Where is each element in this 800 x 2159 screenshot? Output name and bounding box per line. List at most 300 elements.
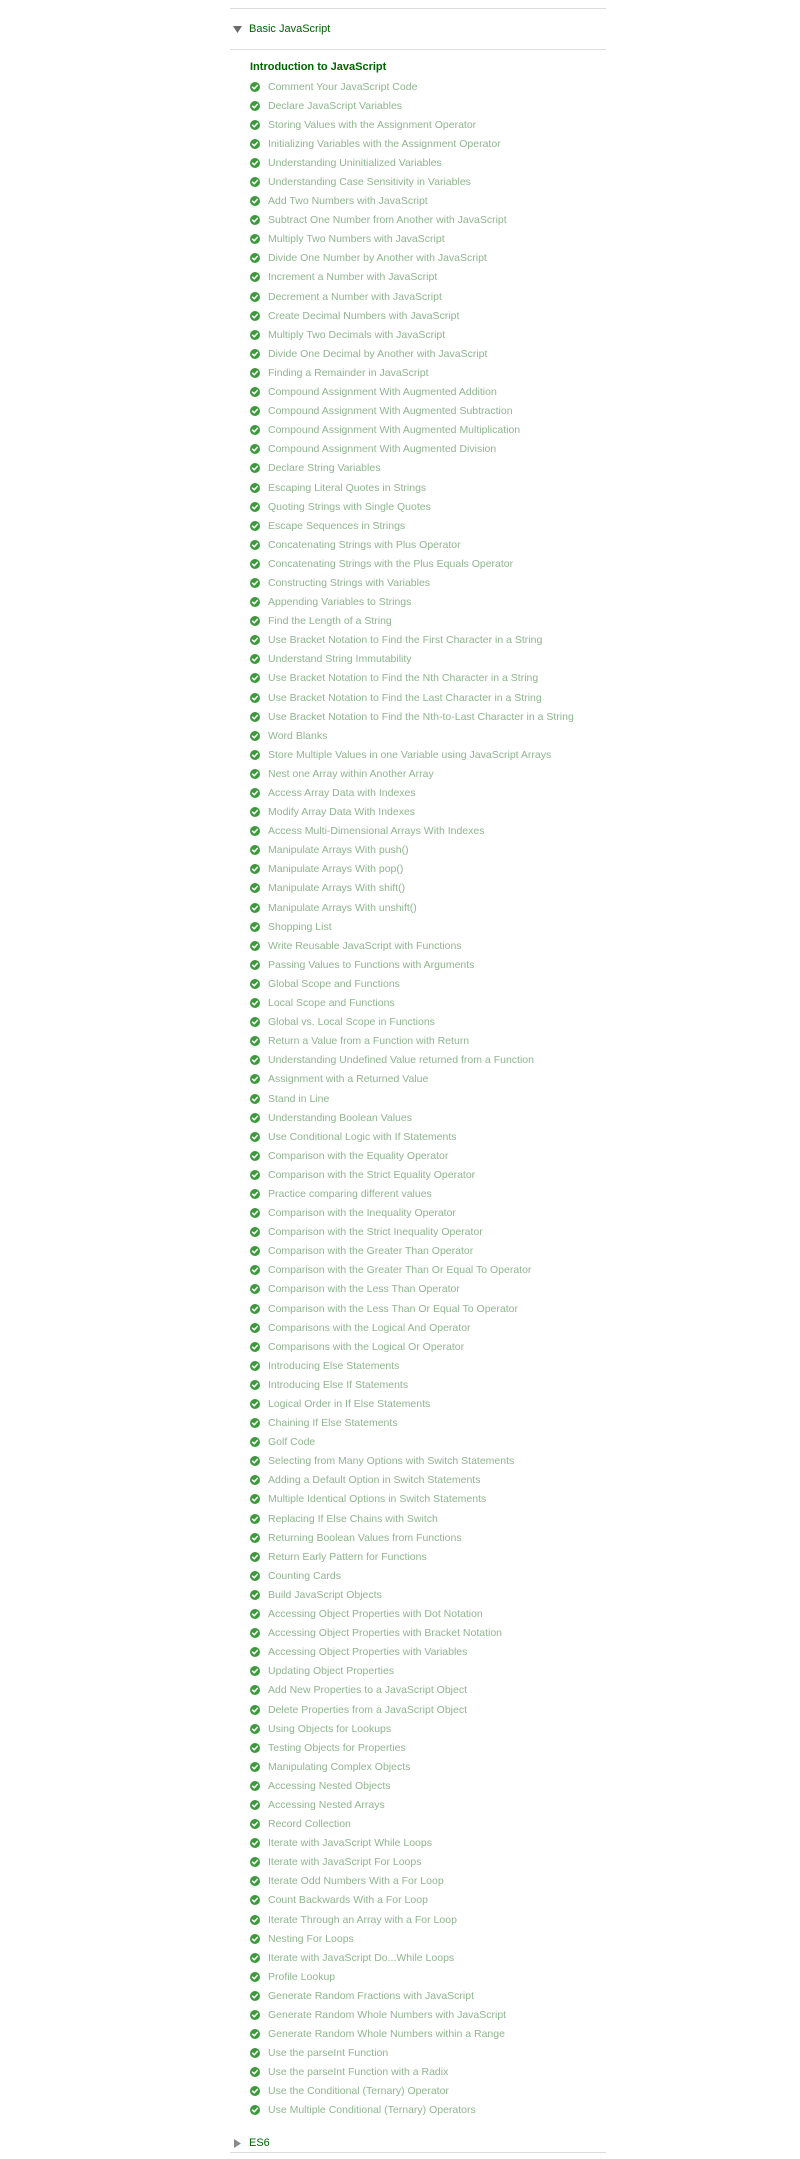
check-circle-icon <box>250 330 260 340</box>
check-circle-icon <box>250 1838 260 1848</box>
list-item <box>250 1242 606 1261</box>
list-item <box>250 1815 606 1834</box>
list-item <box>250 1719 606 1738</box>
check-circle-icon <box>250 1227 260 1237</box>
check-circle-icon <box>250 1399 260 1409</box>
check-circle-icon <box>250 712 260 722</box>
check-circle-icon <box>250 1628 260 1638</box>
lesson-link[interactable]: Nesting For Loops <box>268 1932 354 1945</box>
section-header-basic-javascript[interactable] <box>230 17 606 41</box>
lesson-link[interactable]: Store Multiple Values in one Variable using JavaScript Arrays <box>268 748 552 761</box>
check-circle-icon <box>250 1170 260 1180</box>
check-circle-icon <box>250 196 260 206</box>
check-circle-icon <box>250 845 260 855</box>
lesson-link[interactable]: Storing Values with the Assignment Operator <box>268 118 477 131</box>
list-item <box>250 650 606 669</box>
check-circle-icon <box>250 903 260 913</box>
list-item <box>250 1433 606 1452</box>
check-circle-icon <box>250 234 260 244</box>
check-circle-icon <box>250 1857 260 1867</box>
check-circle-icon <box>250 750 260 760</box>
check-circle-icon <box>250 1494 260 1504</box>
list-item <box>250 249 606 268</box>
list-item <box>250 134 606 153</box>
list-item <box>250 1414 606 1433</box>
list-item <box>250 2025 606 2044</box>
lesson-link[interactable]: Stand in Line <box>268 1092 330 1105</box>
list-item <box>250 917 606 936</box>
list-item <box>250 803 606 822</box>
check-circle-icon <box>250 1342 260 1352</box>
list-item <box>250 1108 606 1127</box>
check-circle-icon <box>250 139 260 149</box>
check-circle-icon <box>250 673 260 683</box>
list-item <box>250 573 606 592</box>
check-circle-icon <box>250 1456 260 1466</box>
check-circle-icon <box>250 1361 260 1371</box>
lesson-link[interactable]: Accessing Object Properties with Dot Notation <box>268 1608 483 1621</box>
check-circle-icon <box>250 1666 260 1676</box>
section-title: ES6 <box>249 2137 270 2149</box>
check-circle-icon <box>250 1017 260 1027</box>
list-item <box>250 1566 606 1585</box>
check-circle-icon <box>250 1514 260 1524</box>
lesson-link[interactable]: Using Objects for Lookups <box>268 1722 392 1735</box>
check-circle-icon <box>250 177 260 187</box>
lesson-link[interactable]: Introducing Else Statements <box>268 1359 400 1372</box>
check-circle-icon <box>250 1895 260 1905</box>
check-circle-icon <box>250 1246 260 1256</box>
lesson-link[interactable]: Shopping List <box>268 920 332 933</box>
check-circle-icon <box>250 616 260 626</box>
check-circle-icon <box>250 559 260 569</box>
check-circle-icon <box>250 864 260 874</box>
list-item <box>250 535 606 554</box>
lesson-link[interactable]: Compound Assignment With Augmented Subtraction <box>268 405 513 418</box>
check-circle-icon <box>250 998 260 1008</box>
check-circle-icon <box>250 1132 260 1142</box>
lesson-link[interactable]: Returning Boolean Values from Functions <box>268 1531 462 1544</box>
lesson-link[interactable]: Introducing Else If Statements <box>268 1378 409 1391</box>
lesson-link[interactable]: Add Two Numbers with JavaScript <box>268 195 428 208</box>
check-circle-icon <box>250 1208 260 1218</box>
check-circle-icon <box>250 1762 260 1772</box>
lesson-link[interactable]: Finding a Remainder in JavaScript <box>268 366 429 379</box>
list-item <box>250 879 606 898</box>
check-circle-icon <box>250 158 260 168</box>
check-circle-icon <box>250 368 260 378</box>
check-circle-icon <box>250 272 260 282</box>
check-circle-icon <box>250 1304 260 1314</box>
check-circle-icon <box>250 1781 260 1791</box>
list-item <box>250 1280 606 1299</box>
list-item <box>250 1299 606 1318</box>
check-circle-icon <box>250 463 260 473</box>
lesson-link[interactable]: Iterate Through an Array with a For Loop <box>268 1913 457 1926</box>
list-item <box>250 440 606 459</box>
list-item <box>250 688 606 707</box>
lesson-link[interactable]: Iterate with JavaScript Do...While Loops <box>268 1951 455 1964</box>
check-circle-icon <box>250 406 260 416</box>
list-item <box>250 726 606 745</box>
list-item <box>250 612 606 631</box>
lesson-link[interactable]: Selecting from Many Options with Switch Statements <box>268 1455 515 1468</box>
check-circle-icon <box>250 1685 260 1695</box>
check-circle-icon <box>250 1552 260 1562</box>
check-circle-icon <box>250 883 260 893</box>
lesson-link[interactable]: Use Conditional Logic with If Statements <box>268 1130 457 1143</box>
list-item <box>250 1146 606 1165</box>
list-item <box>250 2101 606 2120</box>
lesson-link[interactable]: Nest one Array within Another Array <box>268 767 434 780</box>
lesson-link[interactable]: Declare String Variables <box>268 462 381 475</box>
divider <box>230 8 606 9</box>
check-circle-icon <box>250 2010 260 2020</box>
check-circle-icon <box>250 387 260 397</box>
lesson-link[interactable]: Access Multi-Dimensional Arrays With Indexes <box>268 825 485 838</box>
list-item <box>250 478 606 497</box>
check-circle-icon <box>250 1743 260 1753</box>
lesson-link[interactable]: Compound Assignment With Augmented Multiplication <box>268 424 521 437</box>
lesson-link[interactable]: Divide One Decimal by Another with JavaScript <box>268 347 488 360</box>
check-circle-icon <box>250 1151 260 1161</box>
lesson-link[interactable]: Comparison with the Less Than Or Equal To Operator <box>268 1302 518 1315</box>
list-item <box>250 2063 606 2082</box>
list-item <box>250 1509 606 1528</box>
lesson-link[interactable]: Use the parseInt Function <box>268 2047 389 2060</box>
subsection-title: Introduction to JavaScript <box>250 61 387 73</box>
lesson-link[interactable]: Manipulate Arrays With pop() <box>268 863 404 876</box>
list-item <box>250 1032 606 1051</box>
list-item <box>250 745 606 764</box>
list-item <box>250 1643 606 1662</box>
check-circle-icon <box>250 1819 260 1829</box>
check-circle-icon <box>250 941 260 951</box>
list-item <box>250 96 606 115</box>
check-circle-icon <box>250 1323 260 1333</box>
lesson-link[interactable]: Manipulate Arrays With unshift() <box>268 901 417 914</box>
section-title: Basic JavaScript <box>249 23 331 35</box>
list-item <box>250 497 606 516</box>
lesson-link[interactable]: Logical Order in If Else Statements <box>268 1398 431 1411</box>
check-circle-icon <box>250 788 260 798</box>
lesson-link[interactable]: Add New Properties to a JavaScript Object <box>268 1684 468 1697</box>
lesson-link[interactable]: Write Reusable JavaScript with Functions <box>268 939 462 952</box>
lesson-link[interactable]: Comparisons with the Logical And Operator <box>268 1321 471 1334</box>
lesson-link[interactable]: Comparison with the Inequality Operator <box>268 1207 456 1220</box>
lesson-link[interactable]: Iterate with JavaScript While Loops <box>268 1837 432 1850</box>
lesson-link[interactable]: Manipulating Complex Objects <box>268 1760 411 1773</box>
lesson-link[interactable]: Use the Conditional (Ternary) Operator <box>268 2085 449 2098</box>
lesson-link[interactable]: Record Collection <box>268 1818 351 1831</box>
lesson-link[interactable]: Subtract One Number from Another with JavaScript <box>268 214 507 227</box>
list-item <box>250 230 606 249</box>
list-item <box>250 172 606 191</box>
list-item <box>250 898 606 917</box>
list-item <box>250 1375 606 1394</box>
check-circle-icon <box>250 1094 260 1104</box>
lesson-link[interactable]: Delete Properties from a JavaScript Object <box>268 1703 467 1716</box>
lesson-link[interactable]: Golf Code <box>268 1436 316 1449</box>
lesson-link[interactable]: Accessing Nested Arrays <box>268 1798 385 1811</box>
list-item <box>250 1089 606 1108</box>
lesson-link[interactable]: Use Bracket Notation to Find the Last Character in a String <box>268 691 542 704</box>
list-item <box>250 2082 606 2101</box>
lesson-link[interactable]: Declare JavaScript Variables <box>268 99 403 112</box>
check-circle-icon <box>250 502 260 512</box>
lesson-link[interactable]: Escaping Literal Quotes in Strings <box>268 481 427 494</box>
list-item <box>250 1605 606 1624</box>
list-item <box>250 1776 606 1795</box>
list-item <box>250 344 606 363</box>
list-item <box>250 1681 606 1700</box>
lesson-link[interactable]: Use Bracket Notation to Find the First Character in a String <box>268 634 543 647</box>
lesson-link[interactable]: Passing Values to Functions with Arguments <box>268 958 475 971</box>
lesson-link[interactable]: Manipulate Arrays With shift() <box>268 882 406 895</box>
lesson-link[interactable]: Global vs. Local Scope in Functions <box>268 1016 435 1029</box>
lesson-link[interactable]: Escape Sequences in Strings <box>268 519 406 532</box>
check-circle-icon <box>250 349 260 359</box>
check-circle-icon <box>250 1437 260 1447</box>
check-circle-icon <box>250 693 260 703</box>
list-item <box>250 2005 606 2024</box>
check-circle-icon <box>250 1647 260 1657</box>
list-item <box>250 1261 606 1280</box>
check-circle-icon <box>250 1915 260 1925</box>
check-circle-icon <box>250 215 260 225</box>
check-circle-icon <box>250 2048 260 2058</box>
lesson-link[interactable]: Comparison with the Strict Equality Operator <box>268 1168 476 1181</box>
lesson-link[interactable]: Comparison with the Less Than Operator <box>268 1283 460 1296</box>
list-item <box>250 1528 606 1547</box>
check-circle-icon <box>250 1055 260 1065</box>
lesson-link[interactable]: Decrement a Number with JavaScript <box>268 290 442 303</box>
lesson-link[interactable]: Use Bracket Notation to Find the Nth-to-Last Character in a String <box>268 710 574 723</box>
divider <box>230 49 606 50</box>
check-circle-icon <box>250 807 260 817</box>
check-circle-icon <box>250 1533 260 1543</box>
check-circle-icon <box>250 1724 260 1734</box>
check-circle-icon <box>250 444 260 454</box>
lesson-link[interactable]: Adding a Default Option in Switch Statements <box>268 1474 481 1487</box>
lesson-link[interactable]: Accessing Object Properties with Bracket Notation <box>268 1627 503 1640</box>
lesson-link[interactable]: Multiply Two Decimals with JavaScript <box>268 328 446 341</box>
check-circle-icon <box>250 1953 260 1963</box>
check-circle-icon <box>250 1934 260 1944</box>
check-circle-icon <box>250 82 260 92</box>
list-item <box>250 363 606 382</box>
lesson-link[interactable]: Chaining If Else Statements <box>268 1417 398 1430</box>
check-circle-icon <box>250 2086 260 2096</box>
lesson-link[interactable]: Counting Cards <box>268 1569 341 1582</box>
triangle-right-icon <box>233 2139 242 2148</box>
list-item <box>250 1872 606 1891</box>
list-item <box>250 1013 606 1032</box>
list-item <box>250 153 606 172</box>
list-item <box>250 994 606 1013</box>
check-circle-icon <box>250 769 260 779</box>
check-circle-icon <box>250 292 260 302</box>
check-circle-icon <box>250 1571 260 1581</box>
lesson-link[interactable]: Understanding Case Sensitivity in Variables <box>268 176 471 189</box>
list-item <box>250 1471 606 1490</box>
lesson-link[interactable]: Comparison with the Strict Inequality Operator <box>268 1226 483 1239</box>
list-item <box>250 1165 606 1184</box>
lesson-link[interactable]: Modify Array Data With Indexes <box>268 806 416 819</box>
check-circle-icon <box>250 2029 260 2039</box>
list-item <box>250 669 606 688</box>
lesson-link[interactable]: Iterate Odd Numbers With a For Loop <box>268 1875 444 1888</box>
lesson-link[interactable]: Access Array Data with Indexes <box>268 787 416 800</box>
check-circle-icon <box>250 253 260 263</box>
lesson-link[interactable]: Initializing Variables with the Assignment Operator <box>268 137 501 150</box>
list-item <box>250 192 606 211</box>
lesson-link[interactable]: Use Bracket Notation to Find the Nth Character in a String <box>268 672 539 685</box>
check-circle-icon <box>250 826 260 836</box>
lesson-link[interactable]: Understanding Undefined Value returned from a Function <box>268 1054 534 1067</box>
list-item <box>250 1662 606 1681</box>
list-item <box>250 115 606 134</box>
list-item <box>250 459 606 478</box>
lesson-link[interactable]: Quoting Strings with Single Quotes <box>268 500 431 513</box>
list-item <box>250 1318 606 1337</box>
lesson-link[interactable]: Understanding Boolean Values <box>268 1111 412 1124</box>
lesson-link[interactable]: Generate Random Fractions with JavaScript <box>268 1989 475 2002</box>
list-item <box>250 2044 606 2063</box>
list-item <box>250 974 606 993</box>
lesson-link[interactable]: Return a Value from a Function with Return <box>268 1035 470 1048</box>
lesson-link[interactable]: Concatenating Strings with Plus Operator <box>268 538 461 551</box>
lesson-link[interactable]: Compound Assignment With Augmented Division <box>268 443 497 456</box>
lesson-link[interactable]: Comparison with the Equality Operator <box>268 1149 449 1162</box>
list-item <box>250 516 606 535</box>
list-item <box>250 1204 606 1223</box>
list-item <box>250 783 606 802</box>
list-item <box>250 631 606 650</box>
check-circle-icon <box>250 1074 260 1084</box>
lesson-link[interactable]: Divide One Number by Another with JavaScript <box>268 252 487 265</box>
check-circle-icon <box>250 597 260 607</box>
list-item <box>250 1757 606 1776</box>
list-item <box>250 1948 606 1967</box>
list-item <box>250 1490 606 1509</box>
lesson-link[interactable]: Manipulate Arrays With push() <box>268 844 409 857</box>
list-item <box>250 402 606 421</box>
check-circle-icon <box>250 1609 260 1619</box>
lesson-link[interactable]: Concatenating Strings with the Plus Equals Operator <box>268 557 514 570</box>
lesson-link[interactable]: Comparisons with the Logical Or Operator <box>268 1340 465 1353</box>
lesson-link[interactable]: Create Decimal Numbers with JavaScript <box>268 309 460 322</box>
check-circle-icon <box>250 1800 260 1810</box>
lesson-link[interactable]: Understand String Immutability <box>268 653 412 666</box>
list-item <box>250 1986 606 2005</box>
lesson-link[interactable]: Assignment with a Returned Value <box>268 1073 429 1086</box>
list-item <box>250 860 606 879</box>
list-item <box>250 1394 606 1413</box>
lesson-link[interactable]: Multiply Two Numbers with JavaScript <box>268 233 445 246</box>
list-item <box>250 1337 606 1356</box>
lesson-link[interactable]: Local Scope and Functions <box>268 997 395 1010</box>
lesson-link[interactable]: Iterate with JavaScript For Loops <box>268 1856 422 1869</box>
lesson-link[interactable]: Generate Random Whole Numbers within a Range <box>268 2028 505 2041</box>
check-circle-icon <box>250 425 260 435</box>
check-circle-icon <box>250 654 260 664</box>
list-item <box>250 306 606 325</box>
list-item <box>250 764 606 783</box>
lesson-link[interactable]: Profile Lookup <box>268 1970 336 1983</box>
list-item <box>250 955 606 974</box>
check-circle-icon <box>250 635 260 645</box>
lesson-link[interactable]: Comparison with the Greater Than Or Equal To Operator <box>268 1264 532 1277</box>
list-item <box>250 1795 606 1814</box>
check-circle-icon <box>250 731 260 741</box>
list-item <box>250 841 606 860</box>
check-circle-icon <box>250 1380 260 1390</box>
lesson-link[interactable]: Return Early Pattern for Functions <box>268 1550 427 1563</box>
list-item <box>250 1929 606 1948</box>
list-item <box>250 1223 606 1242</box>
check-circle-icon <box>250 1590 260 1600</box>
triangle-down-icon <box>233 25 242 34</box>
lesson-link[interactable]: Replacing If Else Chains with Switch <box>268 1512 438 1525</box>
lesson-link[interactable]: Updating Object Properties <box>268 1665 395 1678</box>
check-circle-icon <box>250 120 260 130</box>
check-circle-icon <box>250 2105 260 2115</box>
list-item <box>250 287 606 306</box>
lesson-link[interactable]: Appending Variables to Strings <box>268 596 412 609</box>
list-item <box>250 383 606 402</box>
check-circle-icon <box>250 101 260 111</box>
list-item <box>250 1452 606 1471</box>
lesson-link[interactable]: Compound Assignment With Augmented Addition <box>268 386 497 399</box>
lesson-link[interactable]: Testing Objects for Properties <box>268 1741 406 1754</box>
check-circle-icon <box>250 1189 260 1199</box>
list-item <box>250 211 606 230</box>
check-circle-icon <box>250 1475 260 1485</box>
check-circle-icon <box>250 1991 260 2001</box>
lesson-link[interactable]: Understanding Uninitialized Variables <box>268 156 442 169</box>
lesson-link[interactable]: Practice comparing different values <box>268 1187 432 1200</box>
list-item <box>250 554 606 573</box>
lesson-link[interactable]: Build JavaScript Objects <box>268 1588 382 1601</box>
check-circle-icon <box>250 922 260 932</box>
list-item <box>250 936 606 955</box>
lesson-link[interactable]: Use Multiple Conditional (Ternary) Operators <box>268 2104 476 2117</box>
check-circle-icon <box>250 1036 260 1046</box>
lesson-link[interactable]: Use the parseInt Function with a Radix <box>268 2066 449 2079</box>
list-item <box>250 1834 606 1853</box>
check-circle-icon <box>250 1705 260 1715</box>
list-item <box>250 707 606 726</box>
check-circle-icon <box>250 1265 260 1275</box>
lesson-link[interactable]: Find the Length of a String <box>268 615 392 628</box>
lesson-link[interactable]: Global Scope and Functions <box>268 977 400 990</box>
lesson-link[interactable]: Multiple Identical Options in Switch Statements <box>268 1493 487 1506</box>
list-item <box>250 1127 606 1146</box>
lesson-link[interactable]: Increment a Number with JavaScript <box>268 271 438 284</box>
lesson-link[interactable]: Comment Your JavaScript Code <box>268 80 418 93</box>
lesson-link[interactable]: Accessing Object Properties with Variables <box>268 1646 468 1659</box>
lesson-link[interactable]: Generate Random Whole Numbers with JavaScript <box>268 2009 507 2022</box>
lesson-link[interactable]: Comparison with the Greater Than Operator <box>268 1245 474 1258</box>
lesson-link[interactable]: Count Backwards With a For Loop <box>268 1894 428 1907</box>
lesson-list <box>250 77 606 2120</box>
lesson-link[interactable]: Accessing Nested Objects <box>268 1779 391 1792</box>
lesson-link[interactable]: Constructing Strings with Variables <box>268 576 431 589</box>
check-circle-icon <box>250 1418 260 1428</box>
lesson-link[interactable]: Word Blanks <box>268 729 328 742</box>
check-circle-icon <box>250 483 260 493</box>
